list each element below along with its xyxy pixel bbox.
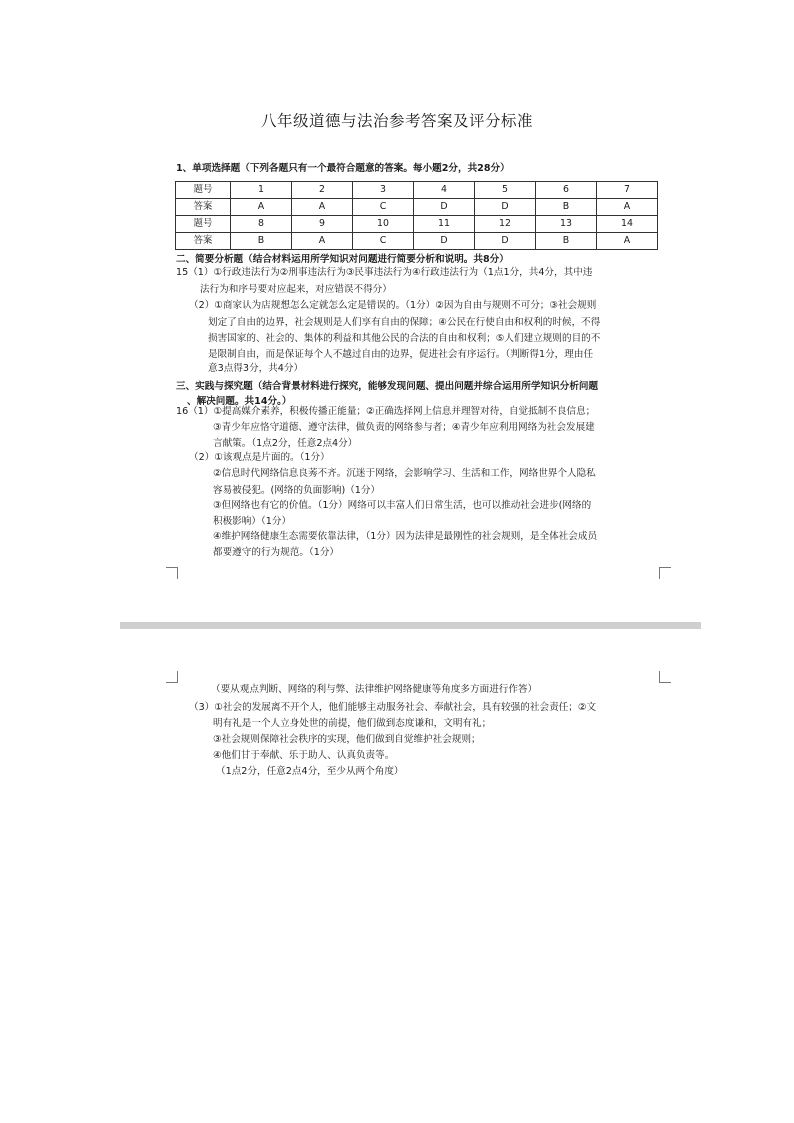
q15-1-line2: 法行为和序号要对应起来，对应错误不得分） [200,284,392,295]
answer-table-cell: 2 [292,182,353,199]
answer-table-cell: A [292,199,353,216]
answer-table-cell: 3 [353,182,414,199]
q16-2-line1: （2）①该观点是片面的。（1分） [189,452,330,463]
answer-table-row-header: 答案 [176,233,231,250]
answer-table-cell: 10 [353,216,414,233]
q16-3-line4: ④他们甘于奉献、乐于助人、认真负责等。 [213,750,395,761]
answer-table-cell: A [597,199,658,216]
q16-2-line6: ④维护网络健康生态需要依靠法律，（1分）因为法律是最刚性的社会规则，是全体社会成员 [213,531,598,542]
answer-table-cell: D [475,199,536,216]
q16-2-line7: 都要遵守的行为规范。（1分） [213,547,340,558]
answer-table-row-header: 题号 [176,216,231,233]
answer-table-cell: 13 [536,216,597,233]
answer-table-cell: 12 [475,216,536,233]
answer-table-cell: B [536,199,597,216]
q16-3-line1: （3）①社会的发展离不开个人，他们能够主动服务社会、奉献社会，具有较强的社会责任；②文 [189,702,597,713]
answer-table-cell: D [414,199,475,216]
answer-table-cell: A [292,233,353,250]
answer-table-cell: 8 [231,216,292,233]
q16-3-line3: ③社会规则保障社会秩序的实现，他们做到自觉维护社会规则； [213,734,481,745]
q16-1-line3: 言献策。（1点2分，任意2点4分） [213,438,358,449]
page2-note: （要从观点判断、网络的利与弊、法律维护网络健康等角度多方面进行作答） [211,684,538,695]
answer-table-cell: 11 [414,216,475,233]
answer-table-cell: 5 [475,182,536,199]
answer-table-cell: B [231,233,292,250]
section3-heading-line2: 、解决问题。共14分。） [187,396,292,407]
answer-table-cell: A [231,199,292,216]
answer-table-cell: 14 [597,216,658,233]
page-corner-mark-top-left [166,671,178,683]
q16-1-line2: ③青少年应恪守道德、遵守法律，做负责的网络参与者；④青少年应利用网络为社会发展建 [213,422,595,433]
answer-table-cell: 6 [536,182,597,199]
q15-2-line4: 是限制自由，而是保证每个人不越过自由的边界，促进社会有序运行。（判断得1分，理由任 [208,349,594,360]
section3-heading-line1: 三、实践与探究题（结合背景材料进行探究，能够发现问题、提出问题并综合运用所学知识分析问题 [176,381,599,392]
document-page-2 [0,640,794,1123]
section1-heading: 1、单项选择题（下列各题只有一个最符合题意的答案。每小题2分，共28分） [176,163,510,174]
answer-table-row [176,182,658,199]
section2-heading: 二、简要分析题（结合材料运用所学知识对问题进行简要分析和说明。共8分） [176,254,509,265]
answer-table-cell: 7 [597,182,658,199]
answer-table-cell: D [414,233,475,250]
answer-table-cell: D [475,233,536,250]
q15-1-line1: 15（1）①行政违法行为②刑事违法行为③民事违法行为④行政违法行为（1点1分，共4分，其中违 [176,267,593,278]
answer-table [175,181,658,250]
q16-2-line4: ③但网络也有它的价值。（1分）网络可以丰富人们日常生活，也可以推动社会进步(网络的 [213,500,592,511]
q16-3-line5: （1点2分，任意2点4分，至少从两个角度） [216,766,404,777]
q16-1-line1: 16（1）①提高媒介素养，积极传播正能量；②正确选择网上信息并理智对待，自觉抵制不良信息； [176,406,596,417]
answer-table-cell: B [536,233,597,250]
document-title: 八年级道德与法治参考答案及评分标准 [260,112,533,130]
q16-2-line2: ②信息时代网络信息良莠不齐。沉迷于网络，会影响学习、生活和工作，网络世界个人隐私 [213,468,596,479]
page-corner-mark-top-right [659,671,671,683]
answer-table-row-header: 答案 [176,199,231,216]
q15-2-line2: 划定了自由的边界，社会规则是人们享有自由的保障；④公民在行使自由和权利的时候，不得 [208,317,601,328]
q16-2-line5: 积极影响）（1分） [213,516,292,527]
page-separator [120,622,701,629]
answer-table-row [176,199,658,216]
answer-table-cell: 4 [414,182,475,199]
answer-table-cell: A [597,233,658,250]
q15-2-line3: 损害国家的、社会的、集体的利益和其他公民的合法的自由和权利；⑤人们建立规则的目的不 [208,333,601,344]
answer-table-cell: 9 [292,216,353,233]
answer-table-row-header: 题号 [176,182,231,199]
answer-table-row [176,233,658,250]
q16-3-line2: 明有礼是一个人立身处世的前提，他们做到态度谦和，文明有礼； [213,718,492,729]
answer-table-cell: C [353,233,414,250]
q15-2-line1: （2）①商家认为店规想怎么定就怎么定是错误的。（1分）②因为自由与规则不可分；③社会规则 [189,300,597,311]
answer-table-cell: 1 [231,182,292,199]
q16-2-line3: 容易被侵犯。(网络的负面影响)（1分） [213,485,381,496]
q15-2-line5: 意3点得3分，共4分） [208,363,304,374]
page-corner-mark-bottom-left [166,567,178,579]
answer-table-row [176,216,658,233]
answer-table-cell: C [353,199,414,216]
page-corner-mark-bottom-right [659,567,671,579]
